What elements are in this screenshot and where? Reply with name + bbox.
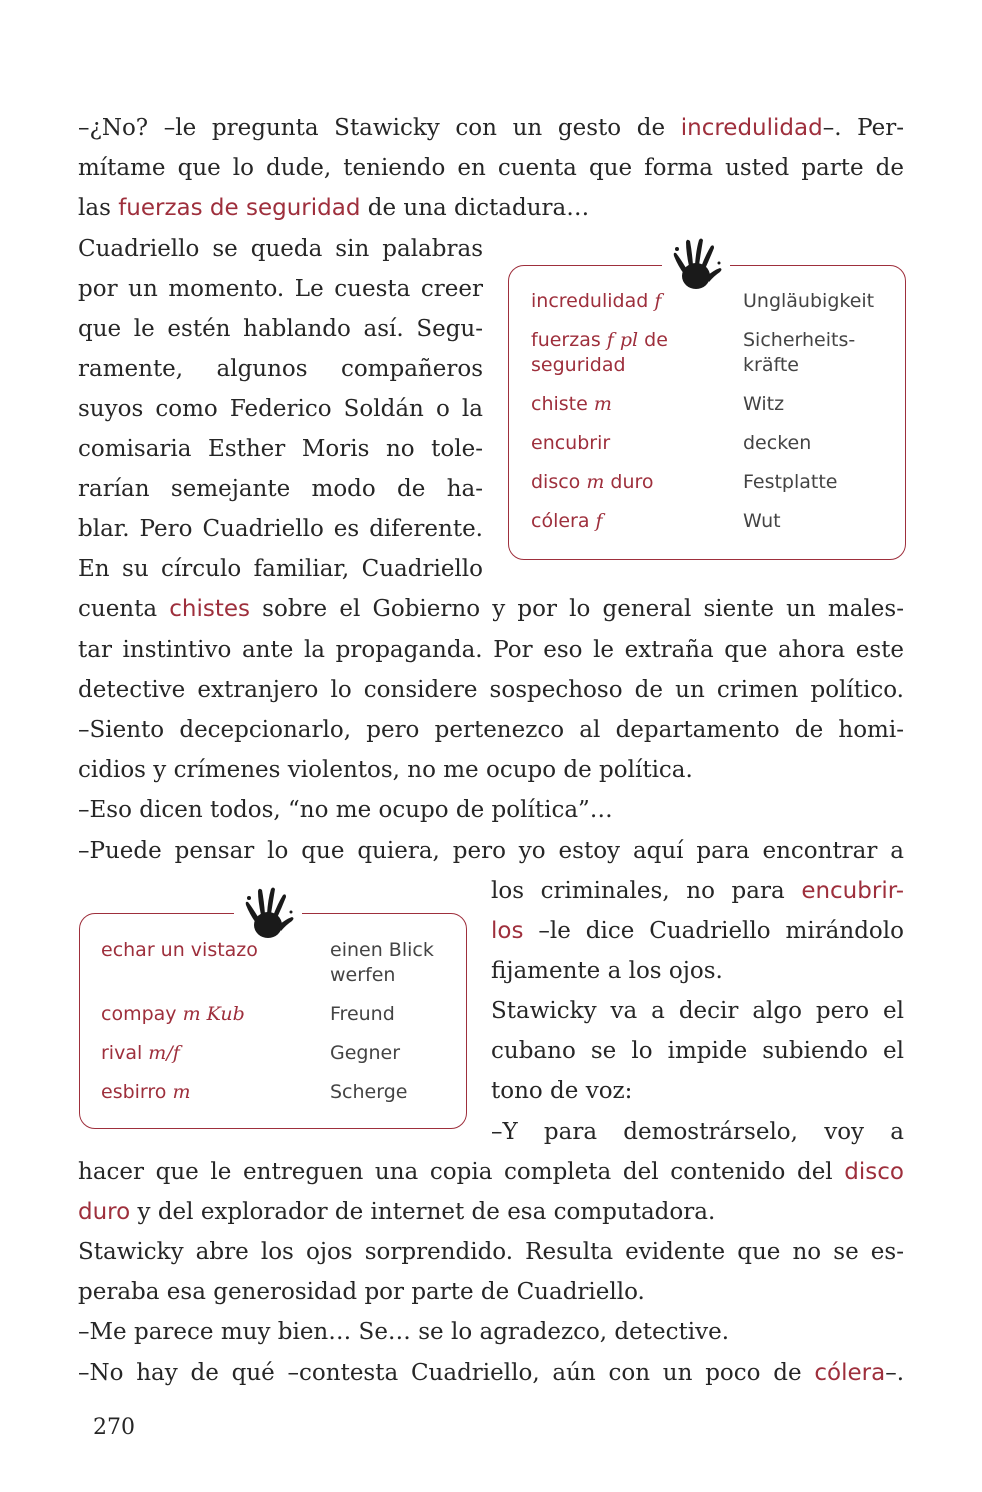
text-line <box>491 911 904 951</box>
vocab-entry <box>531 509 874 548</box>
text-line <box>78 349 483 389</box>
vocab-entry <box>101 1080 434 1119</box>
page-number: 270 <box>93 1415 135 1440</box>
vocab-table <box>101 938 434 1119</box>
text-line <box>78 831 904 871</box>
text-run: que le estén hablando así. Segu- <box>78 316 483 342</box>
text-line <box>78 148 904 188</box>
vocab-translation: Ungläubigkeit <box>743 290 875 312</box>
text-run: –. <box>885 1360 904 1386</box>
vocab-entry <box>101 1002 434 1041</box>
vocab-term <box>101 938 330 1002</box>
text-line <box>78 750 904 790</box>
term-text: encubrir <box>531 432 611 454</box>
text-line <box>78 630 904 670</box>
grammar-tag: f <box>654 290 662 312</box>
text-line <box>78 1232 904 1272</box>
vocab-translation: Gegner <box>330 1042 401 1064</box>
text-run: –Puede pensar lo que quiera, pero yo estoy aquí para encontrar a <box>78 838 904 864</box>
text-run: fijamente a los ojos. <box>491 958 723 984</box>
text-line <box>78 229 483 269</box>
term-text: esbirro <box>101 1081 173 1103</box>
vocab-keyword: cólera <box>814 1360 886 1386</box>
vocab-term <box>531 509 743 548</box>
text-line <box>78 589 904 629</box>
text-run: los criminales, no para <box>491 878 802 904</box>
term-text: fuerzas <box>531 329 607 351</box>
vocab-entry <box>531 392 874 431</box>
text-line <box>491 1071 904 1111</box>
vocab-translation: Witz <box>743 393 785 415</box>
vocab-keyword: chistes <box>169 596 250 622</box>
vocab-entry <box>101 1041 434 1080</box>
vocab-translation: decken <box>743 432 812 454</box>
text-line <box>78 1152 904 1192</box>
text-line <box>78 790 904 830</box>
text-run: hacer que le entreguen una copia completa del contenido del <box>78 1159 845 1185</box>
vocab-term <box>531 431 743 470</box>
text-line <box>78 309 483 349</box>
text-line <box>491 951 904 991</box>
hand-print-icon <box>234 881 302 943</box>
vocab-term <box>531 289 743 328</box>
term-text: incredulidad <box>531 290 655 312</box>
term-text: compay <box>101 1003 183 1025</box>
text-run: tono de voz: <box>491 1078 633 1104</box>
term-text: echar un vistazo <box>101 939 258 961</box>
text-run: –Y para demostrárselo, voy a <box>491 1119 904 1145</box>
vocab-keyword: duro <box>78 1199 131 1225</box>
vocab-entry <box>531 289 874 328</box>
text-line <box>491 871 904 911</box>
text-run: mítame que lo dude, teniendo en cuenta que forma usted parte de <box>78 155 904 181</box>
grammar-tag: m <box>586 471 605 493</box>
grammar-tag: m Kub <box>182 1003 245 1025</box>
vocab-translation: einen Blick werfen <box>330 939 434 986</box>
vocab-translation: Festplatte <box>743 471 838 493</box>
text-run: –. Per- <box>822 115 904 141</box>
vocab-term <box>101 1080 330 1119</box>
text-run: –le dice Cuadriello mirándolo <box>523 918 904 944</box>
vocab-keyword: fuerzas de seguridad <box>118 195 361 221</box>
term-text: de seguridad <box>531 329 668 376</box>
text-run: ramente, algunos compañeros <box>78 356 483 382</box>
text-run: comisaria Esther Moris no tole- <box>78 436 483 462</box>
text-line <box>78 509 483 549</box>
text-run: por un momento. Le cuesta creer <box>78 276 483 302</box>
text-line <box>78 269 483 309</box>
text-run: sobre el Gobierno y por lo general siente un males- <box>250 596 904 622</box>
vocab-keyword: incredulidad <box>680 115 823 141</box>
grammar-tag: m <box>172 1081 191 1103</box>
text-run: –Eso dicen todos, “no me ocupo de política”… <box>78 797 613 823</box>
vocab-term <box>531 470 743 509</box>
hand-print-icon <box>662 232 730 294</box>
text-line <box>491 1112 904 1152</box>
text-line <box>78 469 483 509</box>
text-run: cidios y crímenes violentos, no me ocupo de política. <box>78 757 693 783</box>
text-run: tar instintivo ante la propaganda. Por eso le extraña que ahora este <box>78 637 904 663</box>
text-run: –¿No? –le pregunta Stawicky con un gesto de <box>78 115 681 141</box>
text-run: y del explorador de internet de esa computadora. <box>130 1199 716 1225</box>
text-run: Stawicky abre los ojos sorprendido. Resulta evidente que no se es- <box>78 1239 904 1265</box>
text-run: blar. Pero Cuadriello es diferente. <box>78 516 483 542</box>
vocab-term <box>101 1041 330 1080</box>
text-run: suyos como Federico Soldán o la <box>78 396 483 422</box>
text-line <box>78 429 483 469</box>
vocab-translation: Wut <box>743 510 781 532</box>
text-line <box>78 710 904 750</box>
text-line <box>491 1031 904 1071</box>
text-run: detective extranjero lo considere sospechoso de un crimen político. <box>78 677 904 703</box>
text-run: –Siento decepcionarlo, pero pertenezco al departamento de homi- <box>78 717 904 743</box>
vocab-term <box>531 328 743 392</box>
text-line <box>78 108 904 148</box>
vocab-term <box>101 1002 330 1041</box>
text-line <box>78 188 904 228</box>
grammar-tag: m <box>593 393 612 415</box>
vocab-keyword: los <box>491 918 524 944</box>
vocab-translation: Scherge <box>330 1081 408 1103</box>
grammar-tag: f pl <box>606 329 639 351</box>
vocab-translation: Sicherheits- kräfte <box>743 329 856 376</box>
term-text: cólera <box>531 510 596 532</box>
vocab-entry <box>531 470 874 509</box>
text-line <box>78 1353 904 1393</box>
term-text: rival <box>101 1042 149 1064</box>
vocab-keyword: disco <box>844 1159 904 1185</box>
text-run: cubano se lo impide subiendo el <box>491 1038 904 1064</box>
vocab-entry <box>531 431 874 470</box>
vocab-translation: Freund <box>330 1003 395 1025</box>
text-line <box>78 389 483 429</box>
grammar-tag: f <box>595 510 603 532</box>
text-run: –Me parece muy bien… Se… se lo agradezco, detective. <box>78 1319 730 1345</box>
grammar-tag: m/f <box>148 1042 180 1064</box>
text-run: cuenta <box>78 596 170 622</box>
text-line <box>78 1192 904 1232</box>
text-run: Cuadriello se queda sin palabras <box>78 236 483 262</box>
text-line <box>491 991 904 1031</box>
vocab-keyword: encubrir- <box>801 878 904 904</box>
vocab-entry <box>101 938 434 1002</box>
text-run: las <box>78 195 119 221</box>
vocab-entry <box>531 328 874 392</box>
text-run: –No hay de qué –contesta Cuadriello, aún con un poco de <box>78 1360 815 1386</box>
text-run: de una dictadura… <box>360 195 590 221</box>
text-line <box>78 549 483 589</box>
text-run: En su círculo familiar, Cuadriello <box>78 556 483 582</box>
term-text: disco <box>531 471 587 493</box>
text-line <box>78 1272 904 1312</box>
term-text: duro <box>604 471 654 493</box>
text-line <box>78 1312 904 1352</box>
text-line <box>78 670 904 710</box>
text-run: peraba esa generosidad por parte de Cuadriello. <box>78 1279 645 1305</box>
vocab-term <box>531 392 743 431</box>
text-run: rarían semejante modo de ha- <box>78 476 483 502</box>
vocab-table <box>531 289 874 548</box>
term-text: chiste <box>531 393 594 415</box>
text-run: Stawicky va a decir algo pero el <box>491 998 904 1024</box>
